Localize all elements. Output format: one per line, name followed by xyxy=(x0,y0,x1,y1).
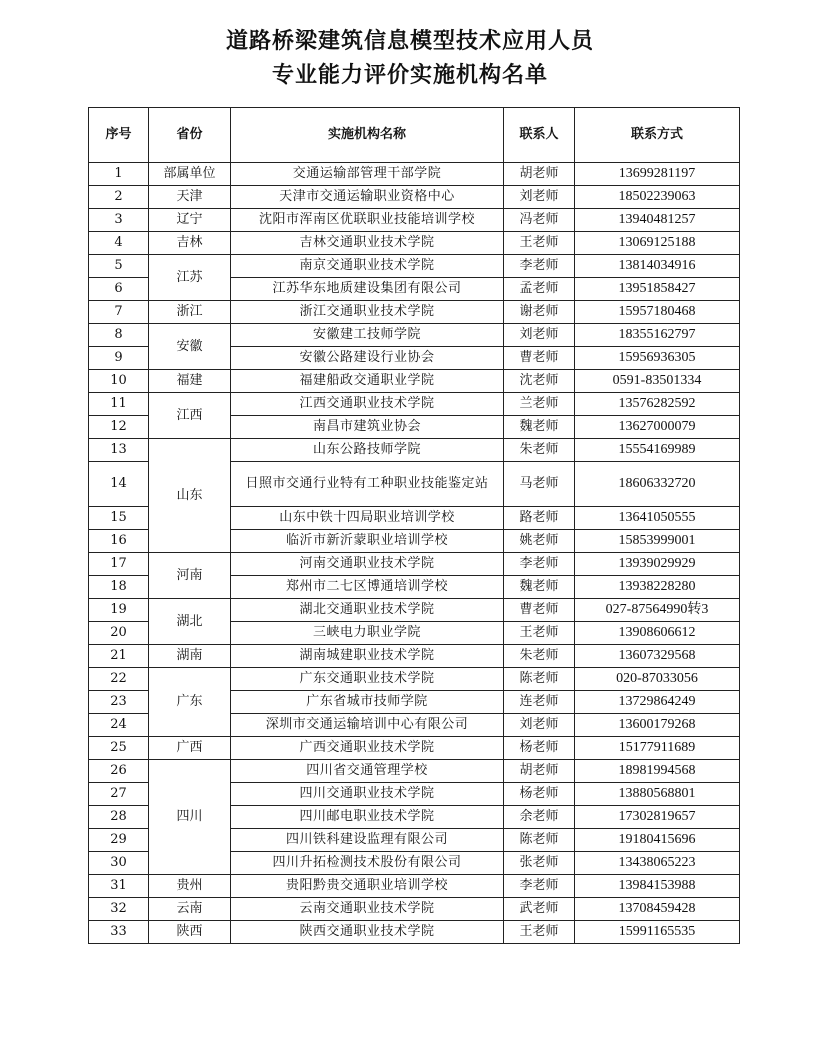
contact-person-cell: 曹老师 xyxy=(504,347,575,370)
contact-person-cell: 朱老师 xyxy=(504,645,575,668)
contact-person-cell: 李老师 xyxy=(504,553,575,576)
table-row xyxy=(89,209,740,232)
phone-cell: 18355162797 xyxy=(575,324,740,347)
institution-table xyxy=(88,107,740,944)
phone-cell: 15554169989 xyxy=(575,439,740,462)
contact-person-cell: 王老师 xyxy=(504,622,575,645)
phone-cell: 13938228280 xyxy=(575,576,740,599)
serial-no-cell: 9 xyxy=(89,347,149,370)
province-cell: 浙江 xyxy=(149,301,231,324)
phone-cell: 13940481257 xyxy=(575,209,740,232)
province-cell: 河南 xyxy=(149,553,231,599)
document-title-line1: 道路桥梁建筑信息模型技术应用人员 xyxy=(225,29,594,54)
serial-no-cell: 3 xyxy=(89,209,149,232)
table-row xyxy=(89,553,740,576)
institution-name-cell: 吉林交通职业技术学院 xyxy=(231,232,504,255)
phone-cell: 18981994568 xyxy=(575,760,740,783)
phone-cell: 15956936305 xyxy=(575,347,740,370)
contact-person-cell: 连老师 xyxy=(504,691,575,714)
phone-cell: 13600179268 xyxy=(575,714,740,737)
province-cell: 吉林 xyxy=(149,232,231,255)
institution-name-cell: 湖南城建职业技术学院 xyxy=(231,645,504,668)
contact-person-cell: 武老师 xyxy=(504,898,575,921)
contact-person-cell: 朱老师 xyxy=(504,439,575,462)
institution-name-cell: 山东公路技师学院 xyxy=(231,439,504,462)
institution-name-cell: 广西交通职业技术学院 xyxy=(231,737,504,760)
serial-no-cell: 22 xyxy=(89,668,149,691)
phone-cell: 13984153988 xyxy=(575,875,740,898)
table-row xyxy=(89,370,740,393)
table-row xyxy=(89,255,740,278)
institution-name-cell: 日照市交通行业特有工种职业技能鉴定站 xyxy=(231,462,504,507)
table-row xyxy=(89,324,740,347)
phone-cell: 020-87033056 xyxy=(575,668,740,691)
serial-no-cell: 8 xyxy=(89,324,149,347)
province-cell: 辽宁 xyxy=(149,209,231,232)
phone-cell: 13708459428 xyxy=(575,898,740,921)
phone-cell: 13939029929 xyxy=(575,553,740,576)
serial-no-cell: 19 xyxy=(89,599,149,622)
institution-name-cell: 南昌市建筑业协会 xyxy=(231,416,504,439)
contact-person-cell: 马老师 xyxy=(504,462,575,507)
province-cell: 广西 xyxy=(149,737,231,760)
institution-name-cell: 安徽公路建设行业协会 xyxy=(231,347,504,370)
table-row xyxy=(89,898,740,921)
phone-cell: 13699281197 xyxy=(575,163,740,186)
institution-name-cell: 安徽建工技师学院 xyxy=(231,324,504,347)
institution-name-cell: 四川升拓检测技术股份有限公司 xyxy=(231,852,504,875)
institution-name-cell: 浙江交通职业技术学院 xyxy=(231,301,504,324)
institution-name-cell: 郑州市二七区博通培训学校 xyxy=(231,576,504,599)
contact-person-cell: 陈老师 xyxy=(504,668,575,691)
serial-no-cell: 10 xyxy=(89,370,149,393)
serial-no-cell: 13 xyxy=(89,439,149,462)
phone-cell: 13607329568 xyxy=(575,645,740,668)
header-province: 省份 xyxy=(149,108,231,163)
serial-no-cell: 16 xyxy=(89,530,149,553)
contact-person-cell: 沈老师 xyxy=(504,370,575,393)
phone-cell: 13641050555 xyxy=(575,507,740,530)
institution-name-cell: 江苏华东地质建设集团有限公司 xyxy=(231,278,504,301)
institution-name-cell: 临沂市新沂蒙职业培训学校 xyxy=(231,530,504,553)
serial-no-cell: 2 xyxy=(89,186,149,209)
province-cell: 江苏 xyxy=(149,255,231,301)
institution-name-cell: 云南交通职业技术学院 xyxy=(231,898,504,921)
province-cell: 安徽 xyxy=(149,324,231,370)
serial-no-cell: 14 xyxy=(89,462,149,507)
contact-person-cell: 杨老师 xyxy=(504,783,575,806)
institution-name-cell: 三峡电力职业学院 xyxy=(231,622,504,645)
serial-no-cell: 17 xyxy=(89,553,149,576)
table-row xyxy=(89,232,740,255)
institution-name-cell: 四川省交通管理学校 xyxy=(231,760,504,783)
province-cell: 云南 xyxy=(149,898,231,921)
contact-person-cell: 孟老师 xyxy=(504,278,575,301)
table-row xyxy=(89,393,740,416)
province-cell: 山东 xyxy=(149,439,231,553)
serial-no-cell: 12 xyxy=(89,416,149,439)
province-cell: 广东 xyxy=(149,668,231,737)
province-cell: 湖北 xyxy=(149,599,231,645)
phone-cell: 13908606612 xyxy=(575,622,740,645)
serial-no-cell: 20 xyxy=(89,622,149,645)
phone-cell: 18502239063 xyxy=(575,186,740,209)
serial-no-cell: 29 xyxy=(89,829,149,852)
institution-name-cell: 山东中铁十四局职业培训学校 xyxy=(231,507,504,530)
institution-name-cell: 广东交通职业技术学院 xyxy=(231,668,504,691)
phone-cell: 15853999001 xyxy=(575,530,740,553)
contact-person-cell: 谢老师 xyxy=(504,301,575,324)
serial-no-cell: 31 xyxy=(89,875,149,898)
institution-name-cell: 南京交通职业技术学院 xyxy=(231,255,504,278)
province-cell: 四川 xyxy=(149,760,231,875)
serial-no-cell: 27 xyxy=(89,783,149,806)
phone-cell: 0591-83501334 xyxy=(575,370,740,393)
header-serial-no: 序号 xyxy=(89,108,149,163)
contact-person-cell: 曹老师 xyxy=(504,599,575,622)
serial-no-cell: 7 xyxy=(89,301,149,324)
serial-no-cell: 5 xyxy=(89,255,149,278)
serial-no-cell: 32 xyxy=(89,898,149,921)
serial-no-cell: 23 xyxy=(89,691,149,714)
contact-person-cell: 魏老师 xyxy=(504,576,575,599)
institution-name-cell: 湖北交通职业技术学院 xyxy=(231,599,504,622)
phone-cell: 13576282592 xyxy=(575,393,740,416)
province-cell: 湖南 xyxy=(149,645,231,668)
province-cell: 天津 xyxy=(149,186,231,209)
table-row xyxy=(89,760,740,783)
table-row xyxy=(89,301,740,324)
phone-cell: 15991165535 xyxy=(575,921,740,944)
table-row xyxy=(89,875,740,898)
province-cell: 陕西 xyxy=(149,921,231,944)
contact-person-cell: 冯老师 xyxy=(504,209,575,232)
header-contact-method: 联系方式 xyxy=(575,108,740,163)
institution-name-cell: 广东省城市技师学院 xyxy=(231,691,504,714)
contact-person-cell: 胡老师 xyxy=(504,163,575,186)
contact-person-cell: 李老师 xyxy=(504,875,575,898)
institution-name-cell: 四川邮电职业技术学院 xyxy=(231,806,504,829)
phone-cell: 17302819657 xyxy=(575,806,740,829)
institution-name-cell: 福建船政交通职业学院 xyxy=(231,370,504,393)
contact-person-cell: 李老师 xyxy=(504,255,575,278)
phone-cell: 19180415696 xyxy=(575,829,740,852)
contact-person-cell: 余老师 xyxy=(504,806,575,829)
province-cell: 部属单位 xyxy=(149,163,231,186)
table-row xyxy=(89,186,740,209)
phone-cell: 13880568801 xyxy=(575,783,740,806)
phone-cell: 13729864249 xyxy=(575,691,740,714)
province-cell: 福建 xyxy=(149,370,231,393)
serial-no-cell: 25 xyxy=(89,737,149,760)
table-header-row xyxy=(89,108,740,163)
province-cell: 江西 xyxy=(149,393,231,439)
contact-person-cell: 路老师 xyxy=(504,507,575,530)
institution-name-cell: 四川铁科建设监理有限公司 xyxy=(231,829,504,852)
contact-person-cell: 张老师 xyxy=(504,852,575,875)
phone-cell: 13627000079 xyxy=(575,416,740,439)
contact-person-cell: 刘老师 xyxy=(504,324,575,347)
table-row xyxy=(89,668,740,691)
serial-no-cell: 24 xyxy=(89,714,149,737)
serial-no-cell: 33 xyxy=(89,921,149,944)
contact-person-cell: 杨老师 xyxy=(504,737,575,760)
institution-name-cell: 河南交通职业技术学院 xyxy=(231,553,504,576)
serial-no-cell: 30 xyxy=(89,852,149,875)
header-institution-name: 实施机构名称 xyxy=(231,108,504,163)
phone-cell: 18606332720 xyxy=(575,462,740,507)
contact-person-cell: 魏老师 xyxy=(504,416,575,439)
contact-person-cell: 陈老师 xyxy=(504,829,575,852)
institution-name-cell: 天津市交通运输职业资格中心 xyxy=(231,186,504,209)
table-row xyxy=(89,921,740,944)
province-cell: 贵州 xyxy=(149,875,231,898)
institution-name-cell: 贵阳黔贵交通职业培训学校 xyxy=(231,875,504,898)
contact-person-cell: 刘老师 xyxy=(504,186,575,209)
table-row xyxy=(89,599,740,622)
contact-person-cell: 兰老师 xyxy=(504,393,575,416)
table-row xyxy=(89,645,740,668)
table-row xyxy=(89,163,740,186)
phone-cell: 027-87564990转3 xyxy=(575,599,740,622)
phone-cell: 13438065223 xyxy=(575,852,740,875)
table-row xyxy=(89,439,740,462)
document-title-line2: 专业能力评价实施机构名单 xyxy=(271,63,548,88)
serial-no-cell: 1 xyxy=(89,163,149,186)
institution-name-cell: 深圳市交通运输培训中心有限公司 xyxy=(231,714,504,737)
contact-person-cell: 刘老师 xyxy=(504,714,575,737)
header-contact-person: 联系人 xyxy=(504,108,575,163)
phone-cell: 13069125188 xyxy=(575,232,740,255)
phone-cell: 15957180468 xyxy=(575,301,740,324)
contact-person-cell: 姚老师 xyxy=(504,530,575,553)
institution-name-cell: 沈阳市浑南区优联职业技能培训学校 xyxy=(231,209,504,232)
phone-cell: 15177911689 xyxy=(575,737,740,760)
table-row xyxy=(89,737,740,760)
serial-no-cell: 4 xyxy=(89,232,149,255)
serial-no-cell: 6 xyxy=(89,278,149,301)
contact-person-cell: 胡老师 xyxy=(504,760,575,783)
institution-name-cell: 江西交通职业技术学院 xyxy=(231,393,504,416)
institution-name-cell: 交通运输部管理干部学院 xyxy=(231,163,504,186)
institution-name-cell: 四川交通职业技术学院 xyxy=(231,783,504,806)
serial-no-cell: 21 xyxy=(89,645,149,668)
phone-cell: 13951858427 xyxy=(575,278,740,301)
institution-name-cell: 陕西交通职业技术学院 xyxy=(231,921,504,944)
serial-no-cell: 26 xyxy=(89,760,149,783)
table-body xyxy=(89,163,740,944)
contact-person-cell: 王老师 xyxy=(504,232,575,255)
serial-no-cell: 18 xyxy=(89,576,149,599)
contact-person-cell: 王老师 xyxy=(504,921,575,944)
serial-no-cell: 11 xyxy=(89,393,149,416)
phone-cell: 13814034916 xyxy=(575,255,740,278)
serial-no-cell: 15 xyxy=(89,507,149,530)
serial-no-cell: 28 xyxy=(89,806,149,829)
